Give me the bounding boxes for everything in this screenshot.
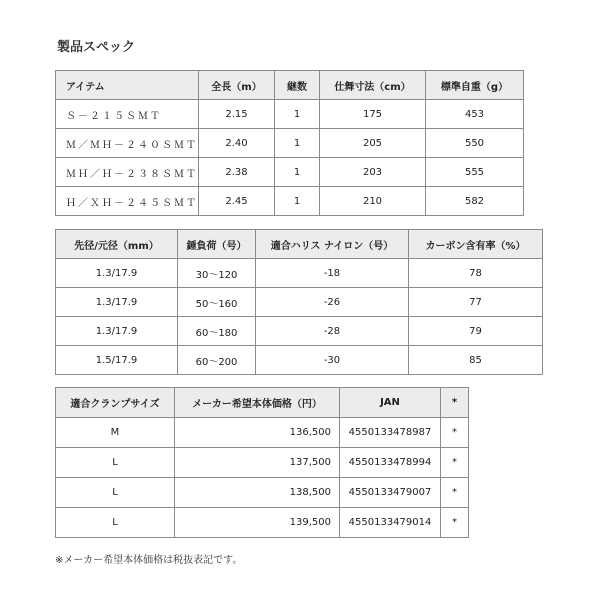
price-clamp-size: M: [56, 418, 175, 448]
table-row: [56, 317, 543, 346]
tip-carbon: 77: [409, 288, 543, 317]
price-mark: *: [441, 508, 469, 538]
price-mark: *: [441, 448, 469, 478]
price-jan: 4550133479007: [340, 478, 441, 508]
spec-header-weight: 標準自重（g）: [426, 71, 524, 100]
spec-weight: 555: [426, 158, 524, 187]
spec-header-closed-length: 仕舞寸法（cm）: [320, 71, 426, 100]
tip-sinker-load: 60～200: [178, 346, 256, 375]
tip-carbon: 79: [409, 317, 543, 346]
spec-header-pieces: 継数: [275, 71, 320, 100]
tip-sinker-load: 60～180: [178, 317, 256, 346]
price-clamp-size: L: [56, 448, 175, 478]
table-row: [56, 448, 469, 478]
tip-header-line: 適合ハリス ナイロン（号）: [256, 230, 409, 259]
price-header-row: [56, 388, 469, 418]
spec-length: 2.45: [199, 187, 275, 216]
price-value: 137,500: [175, 448, 340, 478]
table-row: [56, 100, 524, 129]
tip-line: -28: [256, 317, 409, 346]
spec-closed-length: 203: [320, 158, 426, 187]
price-value: 138,500: [175, 478, 340, 508]
table-row: [56, 508, 469, 538]
spec-header-item: アイテム: [56, 71, 199, 100]
spec-length: 2.15: [199, 100, 275, 129]
page-title: 製品スペック: [57, 40, 136, 55]
spec-pieces: 1: [275, 158, 320, 187]
spec-header-length: 全長（m）: [199, 71, 275, 100]
tip-table: [55, 229, 543, 375]
price-value: 139,500: [175, 508, 340, 538]
table-row: [56, 129, 524, 158]
spec-weight: 582: [426, 187, 524, 216]
table-row: [56, 346, 543, 375]
spec-pieces: 1: [275, 187, 320, 216]
tip-header-carbon: カーボン含有率（%）: [409, 230, 543, 259]
table-row: [56, 478, 469, 508]
spec-closed-length: 210: [320, 187, 426, 216]
price-jan: 4550133478994: [340, 448, 441, 478]
tip-line: -26: [256, 288, 409, 317]
spec-length: 2.38: [199, 158, 275, 187]
spec-pieces: 1: [275, 100, 320, 129]
spec-weight: 453: [426, 100, 524, 129]
price-header-clamp-size: 適合クランプサイズ: [56, 388, 175, 418]
spec-item-name: Ｍ／ＭＨ－２４０ＳＭＴ: [56, 129, 199, 158]
tip-line: -30: [256, 346, 409, 375]
spec-pieces: 1: [275, 129, 320, 158]
price-jan: 4550133479014: [340, 508, 441, 538]
tip-sinker-load: 50～160: [178, 288, 256, 317]
table-row: [56, 418, 469, 448]
tip-diameter: 1.3/17.9: [56, 288, 178, 317]
price-clamp-size: L: [56, 508, 175, 538]
price-mark: *: [441, 418, 469, 448]
price-table: [55, 387, 469, 538]
tip-diameter: 1.5/17.9: [56, 346, 178, 375]
spec-closed-length: 175: [320, 100, 426, 129]
price-header-mark: *: [441, 388, 469, 418]
tip-header-sinker-load: 錘負荷（号）: [178, 230, 256, 259]
tip-line: -18: [256, 259, 409, 288]
price-jan: 4550133478987: [340, 418, 441, 448]
price-value: 136,500: [175, 418, 340, 448]
price-header-jan: JAN: [340, 388, 441, 418]
spec-table: [55, 70, 524, 216]
tip-sinker-load: 30～120: [178, 259, 256, 288]
table-row: [56, 259, 543, 288]
spec-item-name: Ｓ－２１５ＳＭＴ: [56, 100, 199, 129]
tax-note: ※メーカー希望本体価格は税抜表記です。: [55, 555, 243, 566]
tip-header-diameter: 先径/元径（mm）: [56, 230, 178, 259]
price-mark: *: [441, 478, 469, 508]
spec-length: 2.40: [199, 129, 275, 158]
spec-closed-length: 205: [320, 129, 426, 158]
table-row: [56, 158, 524, 187]
spec-header-row: [56, 71, 524, 100]
tip-diameter: 1.3/17.9: [56, 259, 178, 288]
spec-item-name: Ｈ／ＸＨ－２４５ＳＭＴ: [56, 187, 199, 216]
tip-header-row: [56, 230, 543, 259]
tip-diameter: 1.3/17.9: [56, 317, 178, 346]
tip-carbon: 85: [409, 346, 543, 375]
price-clamp-size: L: [56, 478, 175, 508]
table-row: [56, 288, 543, 317]
tip-carbon: 78: [409, 259, 543, 288]
table-row: [56, 187, 524, 216]
spec-item-name: ＭＨ／Ｈ－２３８ＳＭＴ: [56, 158, 199, 187]
spec-weight: 550: [426, 129, 524, 158]
price-header-price: メーカー希望本体価格（円）: [175, 388, 340, 418]
